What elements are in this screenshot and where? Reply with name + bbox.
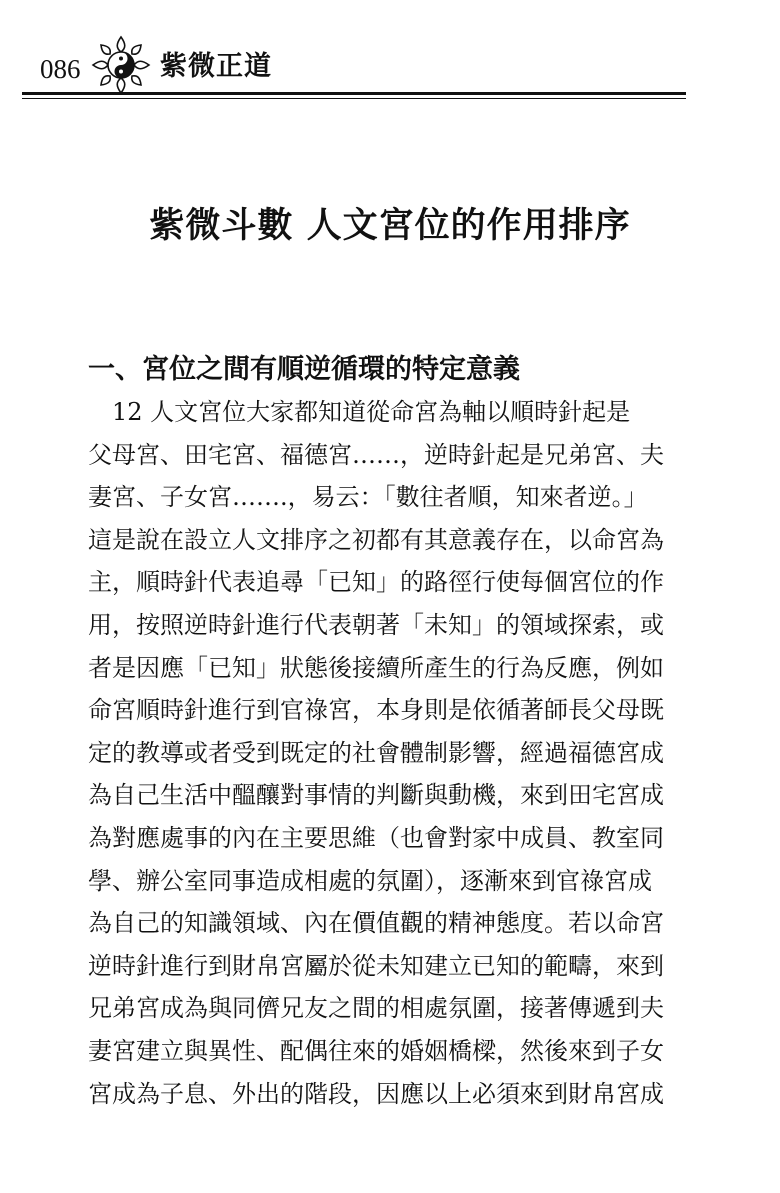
text-line: 為對應處事的內在主要思維（也會對家中成員、教室同 xyxy=(88,823,664,852)
header-rule-thick xyxy=(22,92,686,95)
section-heading: 一、宮位之間有順逆循環的特定意義 xyxy=(88,354,520,385)
text-line: 主，順時針代表追尋「已知」的路徑行使每個宮位的作 xyxy=(88,568,664,597)
text-line: 逆時針進行到財帛宮屬於從未知建立已知的範疇，來到 xyxy=(88,951,664,980)
text-line: 學、辦公室同事造成相處的氛圍），逐漸來到官祿宮成 xyxy=(88,866,652,895)
page-number: 086 xyxy=(40,54,81,84)
text-line: 妻宮、子女宮…….，易云：「數往者順，知來者逆。」 xyxy=(88,483,648,512)
text-line: 者是因應「已知」狀態後接續所產生的行為反應，例如 xyxy=(88,653,664,682)
section-body xyxy=(88,391,708,1115)
text-line: 定的教導或者受到既定的社會體制影響，經過福德宮成 xyxy=(88,738,664,767)
yin-yang-lotus-icon xyxy=(90,34,152,96)
page-header xyxy=(0,0,780,110)
text-line: 兄弟宮成為與同儕兄友之間的相處氛圍，接著傳遞到夫 xyxy=(88,994,664,1023)
text-line: 宮成為子息、外出的階段，因應以上必須來到財帛宮成 xyxy=(88,1079,664,1108)
text-line: 為自己的知識領域、內在價值觀的精神態度。若以命宮 xyxy=(88,909,664,938)
text-line: 用，按照逆時針進行代表朝著「未知」的領域探索，或 xyxy=(88,610,664,639)
text-line: 為自己生活中醞釀對事情的判斷與動機，來到田宅宮成 xyxy=(88,781,664,810)
text-line: 命宮順時針進行到官祿宮，本身則是依循著師長父母既 xyxy=(88,696,664,725)
header-rule-thin xyxy=(22,98,686,99)
text-line: 這是說在設立人文排序之初都有其意義存在，以命宮為 xyxy=(88,525,664,554)
text-line: 12 人文宮位大家都知道從命宮為軸以順時針起是 xyxy=(88,398,631,426)
chapter-title: 紫微斗數 人文宮位的作用排序 xyxy=(149,206,631,246)
text-line: 父母宮、田宅宮、福德宮……，逆時針起是兄弟宮、夫 xyxy=(88,440,664,469)
book-title: 紫微正道 xyxy=(160,51,272,82)
text-line: 妻宮建立與異性、配偶往來的婚姻橋樑，然後來到子女 xyxy=(88,1036,664,1065)
